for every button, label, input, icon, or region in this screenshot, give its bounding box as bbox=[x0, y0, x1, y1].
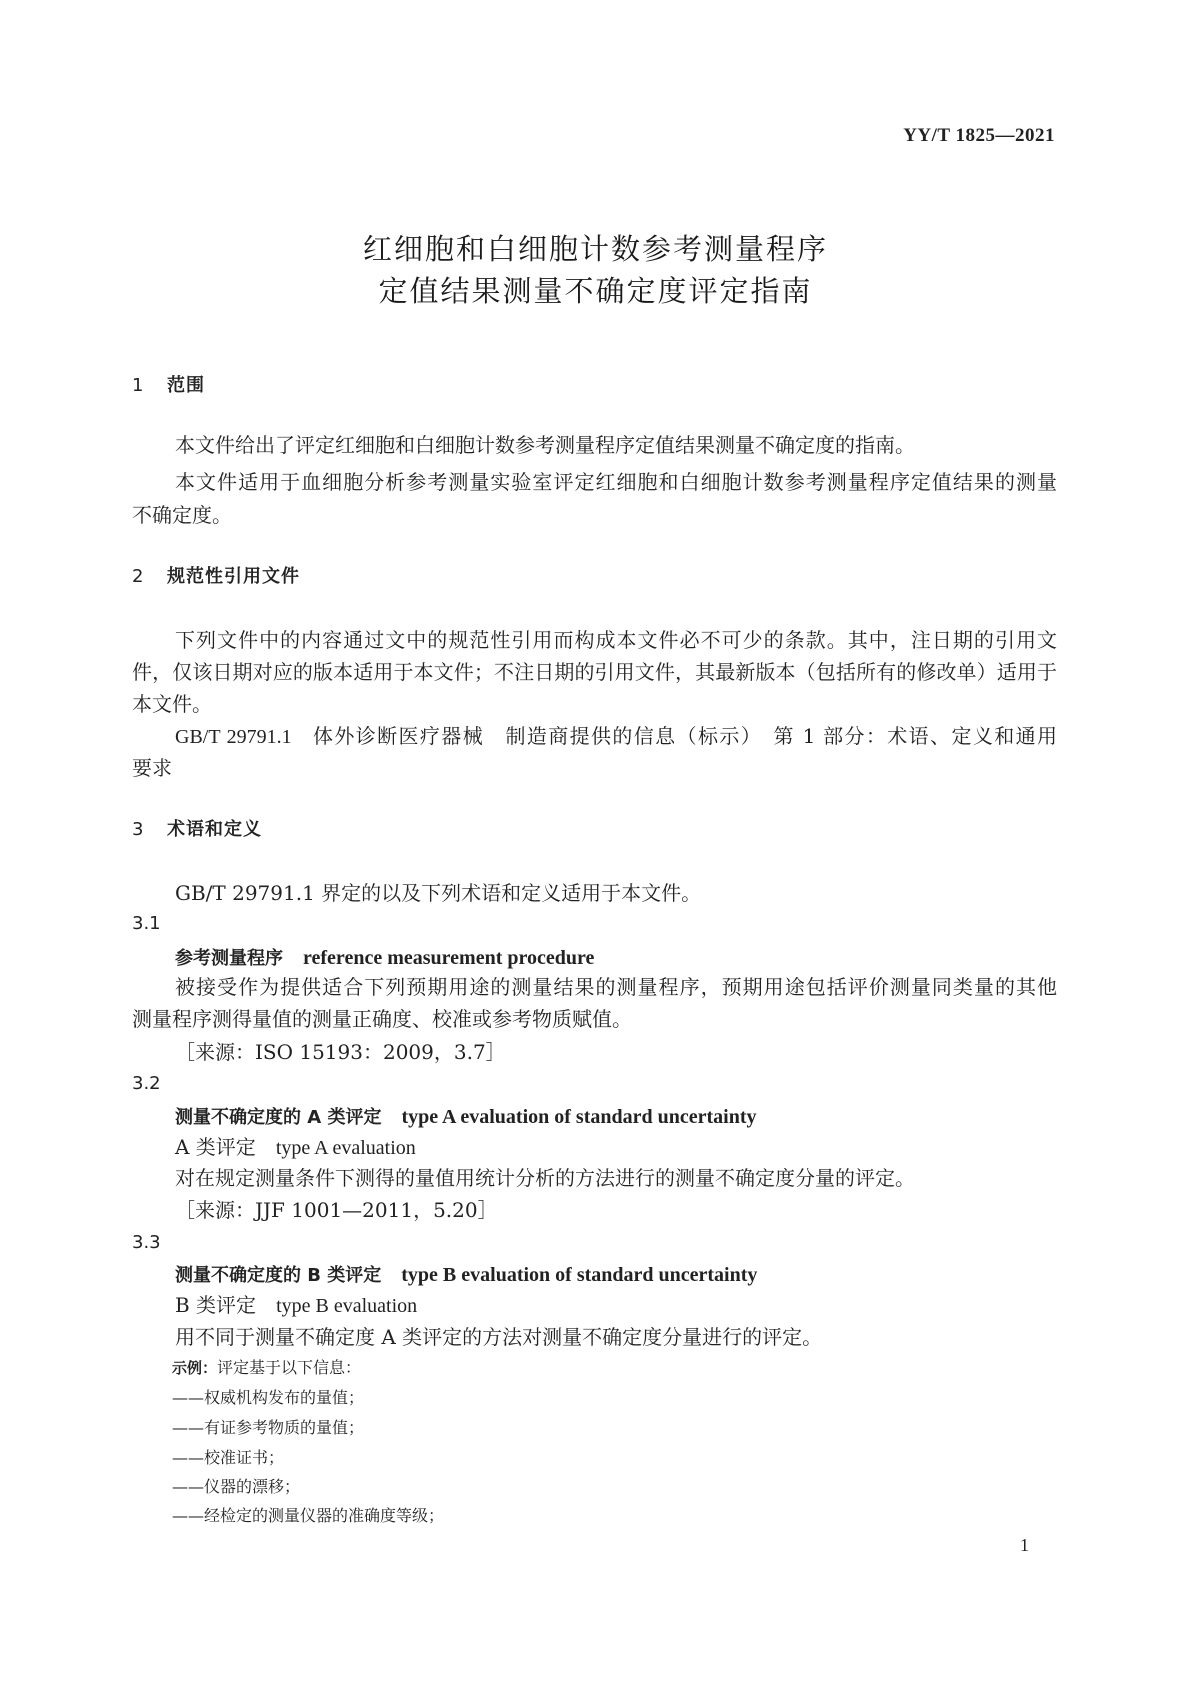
term-3-3-heading bbox=[175, 1261, 757, 1287]
term-3-3-synonym-chinese: B 类评定 bbox=[175, 1293, 257, 1317]
term-3-3-definition: 用不同于测量不确定度 A 类评定的方法对测量不确定度分量进行的评定。 bbox=[175, 1325, 823, 1349]
section-1-heading: 范围 bbox=[167, 375, 205, 396]
document-title-line-2: 定值结果测量不确定度评定指南 bbox=[378, 274, 813, 308]
term-3-3-chinese: 测量不确定度的 B 类评定 bbox=[175, 1265, 382, 1286]
section-2-paragraph-line-2: 件，仅该日期对应的版本适用于本文件；不注日期的引用文件，其最新版本（包括所有的修改单）适用于 bbox=[132, 660, 1057, 684]
section-1-number: 1 bbox=[132, 375, 144, 396]
term-3-2-number: 3.2 bbox=[132, 1073, 161, 1094]
term-3-1-heading bbox=[175, 944, 594, 970]
example-list-item: ——校准证书； bbox=[172, 1448, 285, 1467]
example-list-item: ——仪器的漂移； bbox=[172, 1477, 301, 1496]
section-2-heading: 规范性引用文件 bbox=[167, 566, 300, 587]
term-3-1-definition-line-1: 被接受作为提供适合下列预期用途的测量结果的测量程序，预期用途包括评价测量同类量的其他 bbox=[175, 975, 1057, 999]
section-2-paragraph-line-3: 本文件。 bbox=[132, 692, 212, 716]
section-3-number: 3 bbox=[132, 819, 144, 840]
normative-reference-line-2: 要求 bbox=[132, 756, 172, 780]
term-3-1-definition-line-2: 测量程序测得量值的测量正确度、校准或参考物质赋值。 bbox=[132, 1007, 632, 1031]
example-list-item: ——有证参考物质的量值； bbox=[172, 1418, 365, 1437]
example-label: 示例： bbox=[172, 1359, 218, 1377]
term-3-2-heading bbox=[175, 1103, 757, 1129]
section-3-intro: GB/T 29791.1 界定的以及下列术语和定义适用于本文件。 bbox=[175, 881, 702, 905]
term-3-1-number: 3.1 bbox=[132, 913, 161, 934]
term-3-1-english: reference measurement procedure bbox=[303, 947, 595, 969]
term-3-3-english: type B evaluation of standard uncertainty bbox=[401, 1264, 758, 1286]
section-1-paragraph-2-line-1: 本文件适用于血细胞分析参考测量实验室评定红细胞和白细胞计数参考测量程序定值结果的测量 bbox=[175, 470, 1057, 494]
term-3-1-chinese: 参考测量程序 bbox=[175, 948, 283, 969]
term-3-2-chinese: 测量不确定度的 A 类评定 bbox=[175, 1107, 382, 1128]
term-3-2-english: type A evaluation of standard uncertainty bbox=[401, 1106, 757, 1128]
example-intro: 评定基于以下信息： bbox=[217, 1358, 362, 1377]
normative-reference-line-1 bbox=[175, 723, 1057, 749]
term-3-2-synonym-english: type A evaluation bbox=[275, 1137, 416, 1159]
term-3-2-synonym-chinese: A 类评定 bbox=[175, 1135, 256, 1159]
example-list-item: ——权威机构发布的量值； bbox=[172, 1388, 365, 1407]
normative-reference-title: 体外诊断医疗器械 制造商提供的信息（标示） 第 1 部分：术语、定义和通用 bbox=[311, 724, 1057, 748]
normative-reference-code: GB/T 29791.1 bbox=[175, 726, 292, 748]
standard-number: YY/T 1825—2021 bbox=[903, 125, 1055, 146]
term-3-3-synonym bbox=[175, 1292, 417, 1318]
section-1-paragraph-1: 本文件给出了评定红细胞和白细胞计数参考测量程序定值结果测量不确定度的指南。 bbox=[175, 433, 915, 457]
page-number: 1 bbox=[1020, 1535, 1029, 1555]
example-intro-line bbox=[172, 1355, 361, 1381]
example-list-item: ——经检定的测量仪器的准确度等级； bbox=[172, 1506, 445, 1525]
term-3-2-synonym bbox=[175, 1134, 416, 1160]
term-3-1-source: ［来源：ISO 15193：2009，3.7］ bbox=[175, 1040, 506, 1064]
term-3-3-synonym-english: type B evaluation bbox=[276, 1295, 418, 1317]
term-3-2-definition: 对在规定测量条件下测得的量值用统计分析的方法进行的测量不确定度分量的评定。 bbox=[175, 1166, 915, 1190]
term-3-2-source: ［来源：JJF 1001—2011，5.20］ bbox=[175, 1198, 498, 1222]
section-2-paragraph-line-1: 下列文件中的内容通过文中的规范性引用而构成本文件必不可少的条款。其中，注日期的引用文 bbox=[175, 628, 1057, 652]
section-1-paragraph-2-line-2: 不确定度。 bbox=[132, 503, 232, 527]
document-title-line-1: 红细胞和白细胞计数参考测量程序 bbox=[362, 232, 828, 266]
term-3-3-number: 3.3 bbox=[132, 1232, 161, 1253]
section-2-number: 2 bbox=[132, 566, 144, 587]
section-3-heading: 术语和定义 bbox=[167, 819, 262, 840]
